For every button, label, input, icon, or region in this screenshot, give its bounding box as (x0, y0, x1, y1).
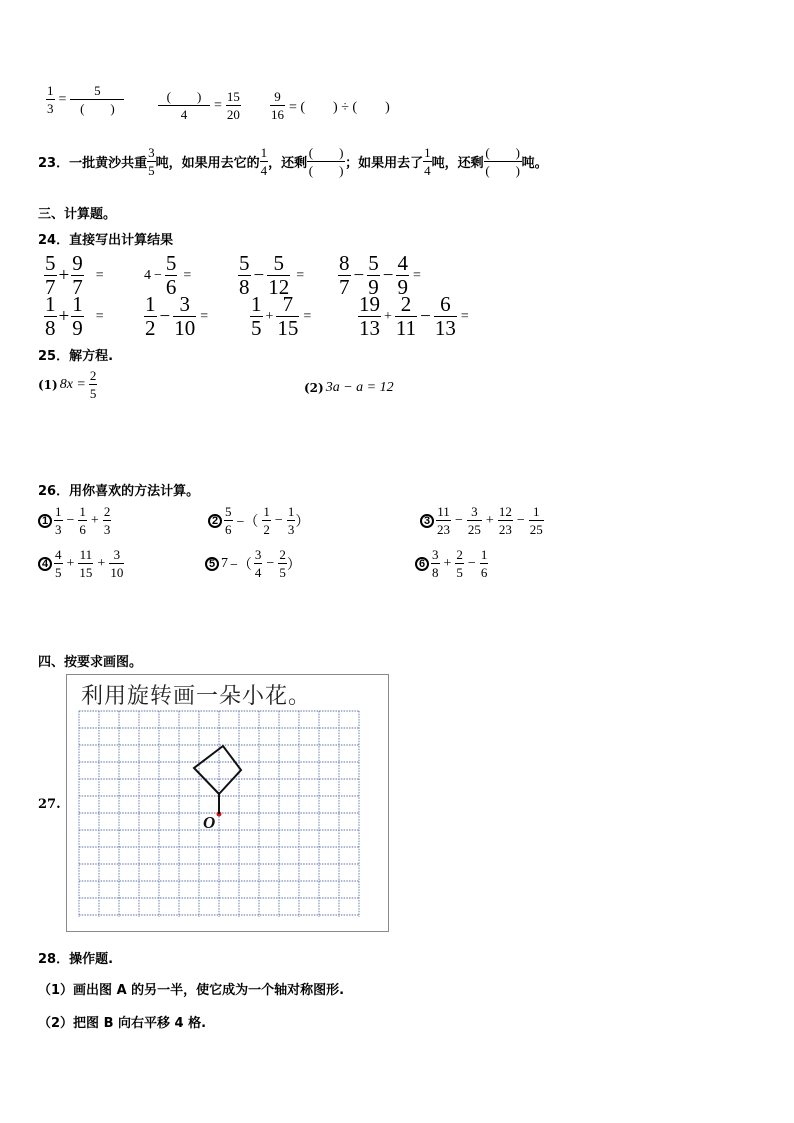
question-title: 28．操作题. (38, 952, 114, 967)
fraction: $\frac{15}{20}$ (226, 89, 240, 122)
calc-item: $\frac{1}{5}$ + $\frac{7}{15}$ = (251, 292, 312, 340)
circled-number: 3 (420, 514, 434, 528)
point-label: O (203, 813, 216, 832)
circled-number: 1 (38, 514, 52, 528)
calc-item: $\frac{1}{8}$ + $\frac{1}{9}$ = (45, 292, 104, 340)
calc-item: 4 − $\frac{5}{6}$ = (144, 251, 192, 299)
q22-eq3: $\frac{9}{16}$ = ( ) ÷ ( ) (271, 89, 390, 122)
instruction-2: （2）把图 B 向右平移 4 格. (38, 1016, 207, 1031)
equation-2: (2) 3a − a = 12 (304, 380, 394, 395)
grid-svg (67, 675, 388, 931)
question-number: 27. (38, 797, 61, 812)
fraction-blank: $\frac{5}{( )}$ (70, 84, 124, 115)
answer-blank-fraction[interactable]: $\frac{( )}{( )}$ (308, 145, 344, 178)
fraction: $\frac{9}{16}$ (271, 89, 284, 122)
q22-eq1: $\frac{1}{3}$ = $\frac{5}{( )}$ (46, 84, 124, 115)
calc-item-4: 4 $\frac{4}{5}$ + $\frac{11}{15}$ + $\frac{3}{10}$ (38, 548, 124, 579)
question-title: 24．直接写出计算结果 (38, 233, 174, 248)
calc-item-2: 2 $\frac{5}{6}$ −（ $\frac{1}{2}$ − $\frac{1}{3}$ ） (208, 505, 309, 536)
equation-1: (1) 8x = $\frac{2}{5}$ (38, 368, 97, 401)
fraction-blank: $\frac{( )}{4}$ (158, 90, 210, 121)
figure-title: 利用旋转画一朵小花。 (81, 684, 312, 709)
calc-item-1: 1 $\frac{1}{3}$ − $\frac{1}{6}$ + $\frac{2}{3}$ (38, 505, 111, 536)
question-title: 25．解方程. (38, 349, 114, 364)
calc-item: $\frac{8}{7}$ − $\frac{5}{9}$ − $\frac{4}{9}$ = (339, 251, 421, 299)
calc-item-5: 5 7 −（ $\frac{3}{4}$ − $\frac{2}{5}$ ） (205, 548, 301, 579)
fraction: $\frac{3}{5}$ (148, 145, 155, 178)
fraction: $\frac{1}{4}$ (260, 145, 268, 178)
question-title: 26．用你喜欢的方法计算。 (38, 484, 200, 499)
section-heading: 四、按要求画图。 (38, 655, 143, 670)
section-heading: 三、计算题。 (38, 207, 117, 222)
calc-item: $\frac{5}{7}$ + $\frac{9}{7}$ = (45, 251, 104, 299)
circled-number: 4 (38, 557, 52, 571)
calc-item: $\frac{19}{13}$ + $\frac{2}{11}$ − $\frac{6}{13}$ = (359, 292, 469, 340)
calc-item-6: 6 $\frac{3}{8}$ + $\frac{2}{5}$ − $\frac{1}{6}$ (415, 548, 488, 579)
circled-number: 5 (205, 557, 219, 571)
fraction: $\frac{1}{3}$ (47, 83, 54, 116)
instruction-1: （1）画出图 A 的另一半，使它成为一个轴对称图形. (38, 983, 345, 998)
drawing-grid-figure (66, 674, 389, 932)
circled-number: 6 (415, 557, 429, 571)
answer-blank-fraction[interactable]: $\frac{( )}{( )}$ (485, 145, 520, 178)
fraction: $\frac{1}{4}$ (424, 145, 431, 178)
calc-item: $\frac{1}{2}$ − $\frac{3}{10}$ = (145, 292, 209, 340)
kite-shape (194, 746, 241, 794)
q22-eq2: $\frac{( )}{4}$ = $\frac{15}{20}$ (158, 90, 241, 121)
calc-item-3: 3 $\frac{11}{23}$ − $\frac{3}{25}$ + $\frac{12}{23}$ − $\frac{1}{25}$ (420, 505, 544, 536)
calc-item: $\frac{5}{8}$ − $\frac{5}{12}$ = (239, 251, 305, 299)
circled-number: 2 (208, 514, 222, 528)
q23-text: 23． 一批黄沙共重 $\frac{3}{5}$ 吨，如果用去它的 $\frac{1}{4}$ ，还剩 $\frac{( )}{( )}$ ；如果用去了 $\frac{1}{4}$ 吨，还剩 $\frac{( )}{( )}$ 吨。 (38, 145, 548, 178)
